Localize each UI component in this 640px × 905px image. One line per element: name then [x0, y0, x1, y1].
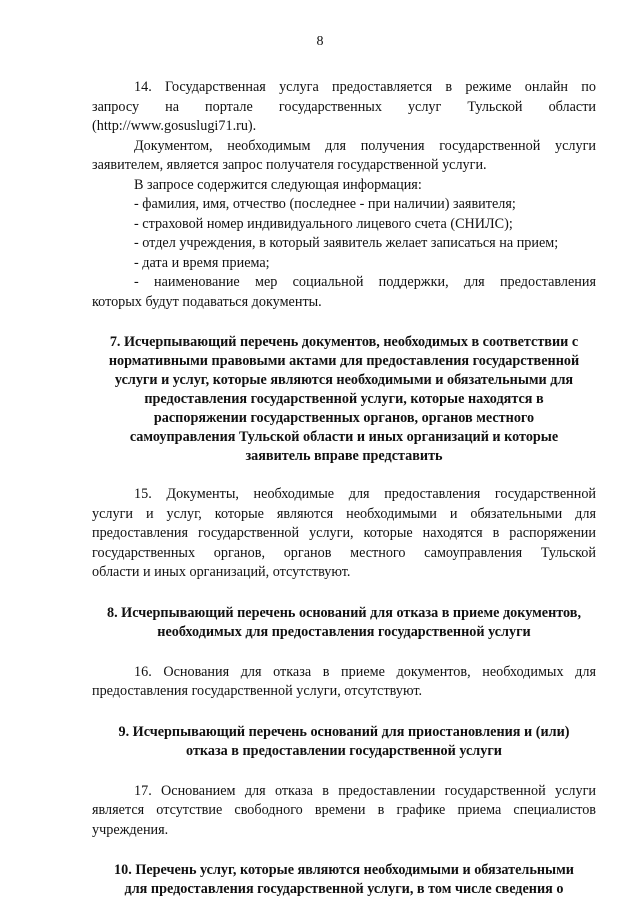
heading-line: отказа в предоставлении государственной услуги	[186, 742, 502, 759]
paragraph-17-line: учреждения.	[92, 821, 169, 838]
paragraph-16-line: 16. Основания для отказа в приеме документов, необходимых для	[134, 663, 596, 680]
paragraph-14-line: запросу на портале государственных услуг Тульской области	[92, 98, 596, 115]
paragraph-14-link: (http://www.gosuslugi71.ru).	[92, 118, 257, 134]
heading-line: для предоставления государственной услуги, в том числе сведения о	[124, 881, 564, 897]
paragraph-17-line: является отсутствие свободного времени в графике приема специалистов	[92, 802, 596, 818]
list-item: - страховой номер индивидуального лицевого счета (СНИЛС);	[134, 215, 513, 232]
section-7-heading	[92, 333, 596, 466]
heading-line: заявитель вправе представить	[245, 448, 443, 464]
paragraph-16	[92, 663, 596, 702]
paragraph-15-line: услуги и услуг, которые являются необходимыми и обязательными для	[92, 505, 596, 522]
list-item: - наименование мер социальной поддержки, для предоставления	[134, 274, 596, 290]
page-number: 8	[316, 34, 324, 49]
paragraph-14-line: 14. Государственная услуга предоставляется в режиме онлайн по	[134, 79, 596, 95]
request-contents	[92, 176, 596, 313]
section-10-heading	[92, 861, 596, 899]
heading-line: 10. Перечень услуг, которые являются необходимыми и обязательными	[114, 862, 574, 878]
paragraph-request-line: Документом, необходимым для получения государственной услуги	[134, 137, 596, 154]
request-contents-intro: В запросе содержится следующая информация:	[134, 176, 422, 193]
list-item-continuation: которых будут подаваться документы.	[92, 293, 322, 310]
section-9-heading	[92, 723, 596, 761]
section-8-heading	[92, 604, 596, 642]
paragraph-15-line: предоставления государственной услуги, которые находятся в распоряжении	[92, 525, 596, 541]
paragraph-14	[92, 78, 596, 137]
paragraph-16-line: предоставления государственной услуги, отсутствуют.	[92, 683, 423, 699]
heading-line: нормативными правовыми актами для предоставления государственной	[108, 353, 580, 369]
heading-line: услуги и услуг, которые являются необходимыми и обязательными для	[114, 372, 574, 388]
list-item: - фамилия, имя, отчество (последнее - при наличии) заявителя;	[134, 196, 516, 212]
paragraph-request-line: заявителем, является запрос получателя государственной услуги.	[92, 157, 487, 173]
heading-line: распоряжении государственных органов, органов местного	[153, 410, 535, 426]
heading-line: предоставления государственной услуги, которые находятся в	[144, 391, 544, 407]
paragraph-17-line: 17. Основанием для отказа в предоставлении государственной услуги	[134, 782, 596, 799]
heading-line: необходимых для предоставления государственной услуги	[157, 623, 531, 640]
heading-line: 9. Исчерпывающий перечень оснований для приостановления и (или)	[118, 723, 570, 740]
paragraph-15-line: 15. Документы, необходимые для предоставления государственной	[134, 486, 596, 502]
paragraph-15-line: государственных органов, органов местного самоуправления Тульской	[92, 544, 596, 561]
heading-line: 8. Исчерпывающий перечень оснований для отказа в приеме документов,	[106, 604, 581, 621]
document-body	[92, 78, 596, 899]
paragraph-15-line: области и иных организаций, отсутствуют.	[92, 564, 351, 580]
paragraph-15	[92, 485, 596, 583]
paragraph-17	[92, 782, 596, 841]
paragraph-request-document	[92, 137, 596, 176]
heading-line: 7. Исчерпывающий перечень документов, необходимых в соответствии с	[109, 334, 579, 350]
heading-line: самоуправления Тульской области и иных организаций и которые	[129, 429, 559, 445]
list-item: - отдел учреждения, в который заявитель желает записаться на прием;	[134, 235, 559, 251]
list-item: - дата и время приема;	[134, 254, 270, 271]
